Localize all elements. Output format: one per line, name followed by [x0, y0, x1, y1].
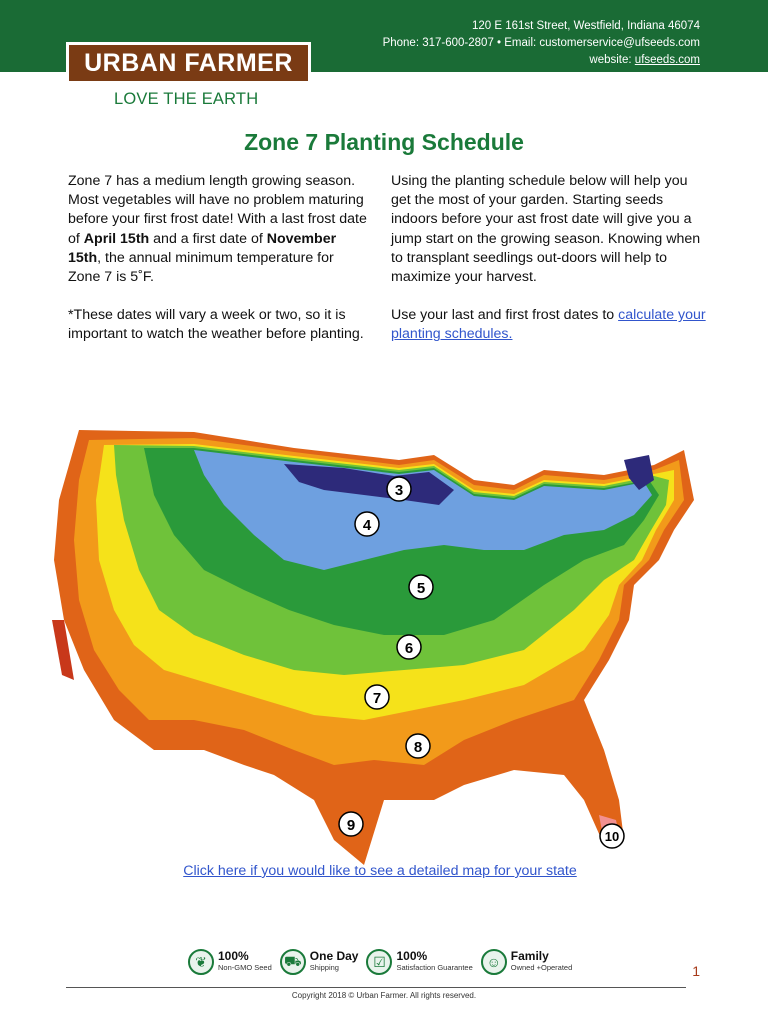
zone-marker-10 — [600, 824, 624, 848]
intro-left-column — [68, 172, 368, 364]
leaf-icon: ❦ — [188, 949, 214, 975]
calculate-link[interactable]: calculate your planting schedules. — [391, 307, 706, 343]
footer-divider — [66, 987, 686, 988]
badge-guarantee: ☑ 100% Satisfaction Guarantee — [366, 949, 472, 975]
svg-text:4: 4 — [362, 517, 372, 534]
logo — [66, 42, 311, 84]
svg-text:7: 7 — [372, 690, 382, 707]
intro-paragraph: Zone 7 has a medium length growing season. Most vegetables will have no problem maturing before your first frost date! With a last frost date of April 15th and a first date of November 15th, the annual minimum temperature for Zone 7 is 5˚F. — [68, 173, 367, 286]
truck-icon: ⛟ — [280, 949, 306, 975]
page-number: 1 — [692, 963, 700, 979]
svg-text:9: 9 — [346, 817, 356, 834]
trust-badges — [188, 949, 572, 975]
intro-right-column — [391, 172, 711, 364]
zone-marker-4 — [355, 512, 379, 536]
badge-non-gmo: ❦ 100% Non-GMO Seed — [188, 949, 272, 975]
contact-info — [383, 18, 700, 69]
zone-marker-6 — [397, 635, 421, 659]
logo-text: URBAN FARMER — [84, 48, 293, 77]
address: 120 E 161st Street, Westfield, Indiana 46074 — [471, 20, 700, 32]
website-link[interactable]: ufseeds.com — [634, 54, 700, 66]
schedule-paragraph: Using the planting schedule below will help you get the most of your garden. Starting seeds indoors before your ast frost date will give you a jump start on the growing season. Knowing when to transplant seedlings out-doors will help to maximize your harvest. — [391, 173, 701, 286]
copyright: Copyright 2018 © Urban Farmer. All rights reserved. — [291, 991, 477, 1000]
last-frost-date: April 15th — [83, 230, 150, 247]
note-paragraph: *These dates will vary a week or two, so it is important to watch the weather before planting. — [68, 307, 364, 343]
tagline: LOVE THE EARTH — [114, 90, 259, 108]
zone-marker-5 — [409, 575, 433, 599]
badge-shipping: ⛟ One Day Shipping — [280, 949, 359, 975]
hardiness-zone-map — [44, 420, 734, 870]
family-icon: ☺ — [481, 949, 507, 975]
zone-marker-9 — [339, 812, 363, 836]
svg-text:10: 10 — [604, 829, 620, 844]
calculate-paragraph: Use your last and first frost dates to calculate your planting schedules. — [391, 307, 706, 343]
svg-text:6: 6 — [404, 640, 414, 657]
zone-marker-3 — [387, 477, 411, 501]
svg-text:5: 5 — [416, 580, 426, 597]
website-label: website: — [589, 54, 635, 66]
phone-email: Phone: 317-600-2807 • Email: customerservice@ufseeds.com — [382, 37, 700, 49]
detailed-map-line — [0, 863, 760, 879]
badge-family: ☺ Family Owned +Operated — [481, 949, 573, 975]
first-frost-date: November 15th — [68, 230, 337, 266]
zone-marker-7 — [365, 685, 389, 709]
detailed-map-link[interactable]: Click here if you would like to see a detailed map for your state — [183, 863, 577, 879]
website-line — [383, 52, 700, 69]
checkbox-icon: ☑ — [366, 949, 392, 975]
zone-marker-8 — [406, 734, 430, 758]
svg-text:3: 3 — [394, 482, 404, 499]
page-title: Zone 7 Planting Schedule — [244, 129, 524, 155]
svg-text:8: 8 — [413, 739, 423, 756]
